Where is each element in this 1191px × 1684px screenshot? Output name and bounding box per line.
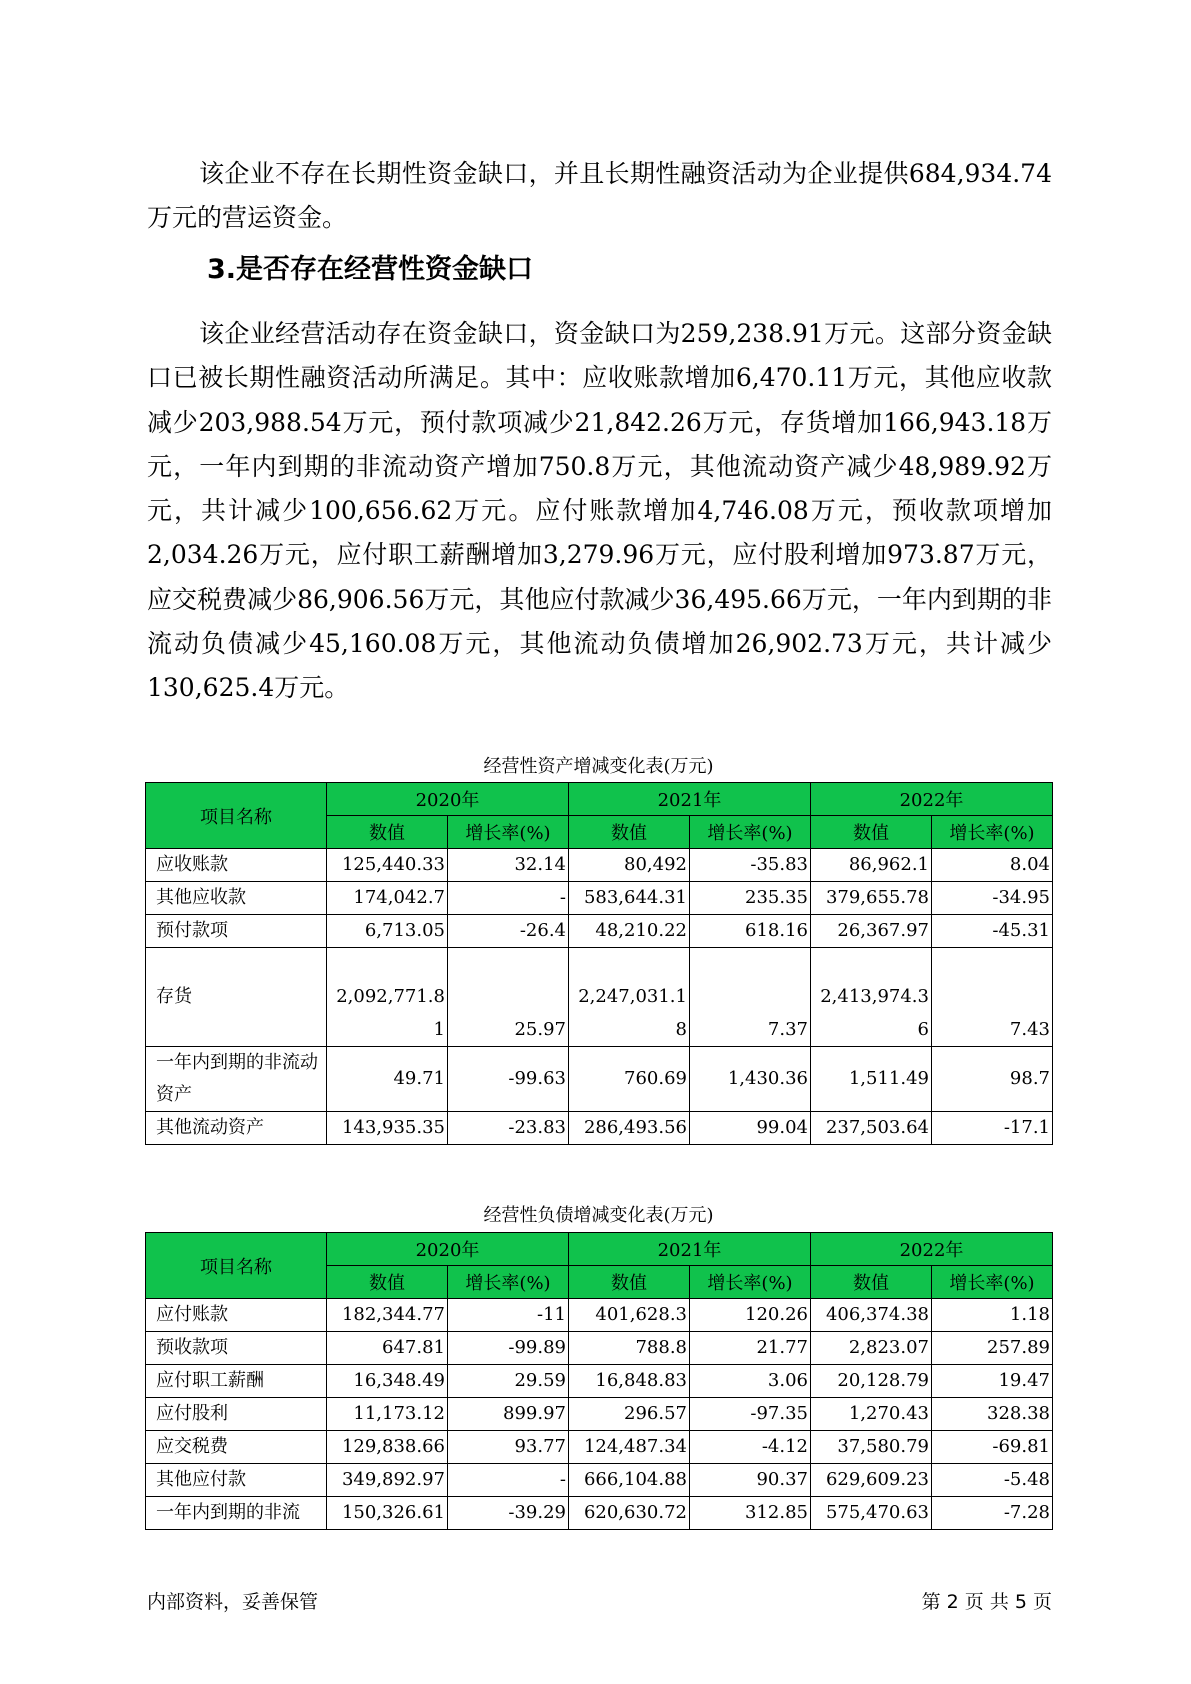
cell-value: 1,270.43 <box>811 1398 932 1431</box>
cell-value: 2,092,771.81 <box>327 948 448 1047</box>
cell-growth: -35.83 <box>690 849 811 882</box>
cell-growth: 99.04 <box>690 1112 811 1145</box>
header-row-years <box>146 783 1053 816</box>
table-row <box>146 849 1053 882</box>
cell-growth: 257.89 <box>932 1332 1053 1365</box>
header-growth: 增长率(%) <box>448 816 569 849</box>
row-name: 预收款项 <box>146 1332 327 1365</box>
cell-value: 174,042.7 <box>327 882 448 915</box>
table-row <box>146 1464 1053 1497</box>
cell-growth: 7.37 <box>690 948 811 1047</box>
row-name: 预付款项 <box>146 915 327 948</box>
cell-value: 406,374.38 <box>811 1299 932 1332</box>
operating-assets-table <box>145 782 1053 1145</box>
cell-value: 349,892.97 <box>327 1464 448 1497</box>
table-row <box>146 915 1053 948</box>
cell-value: 26,367.97 <box>811 915 932 948</box>
cell-growth: -7.28 <box>932 1497 1053 1530</box>
cell-value: 788.8 <box>569 1332 690 1365</box>
cell-value: 16,848.83 <box>569 1365 690 1398</box>
header-row-years <box>146 1233 1053 1266</box>
table-row <box>146 1299 1053 1332</box>
cell-value: 296.57 <box>569 1398 690 1431</box>
row-name: 其他流动资产 <box>146 1112 327 1145</box>
header-value: 数值 <box>569 816 690 849</box>
row-name: 其他应付款 <box>146 1464 327 1497</box>
cell-value: 11,173.12 <box>327 1398 448 1431</box>
cell-value: 620,630.72 <box>569 1497 690 1530</box>
cell-growth: 899.97 <box>448 1398 569 1431</box>
operating-liabilities-table <box>145 1232 1053 1530</box>
cell-growth: 90.37 <box>690 1464 811 1497</box>
cell-value: 20,128.79 <box>811 1365 932 1398</box>
section-heading: 3.是否存在经营性资金缺口 <box>207 254 534 285</box>
header-year: 2020年 <box>327 783 569 816</box>
header-growth: 增长率(%) <box>690 1266 811 1299</box>
table-row <box>146 1365 1053 1398</box>
cell-growth: -69.81 <box>932 1431 1053 1464</box>
table-row <box>146 1431 1053 1464</box>
assets-table-caption: 经营性资产增减变化表(万元) <box>483 756 714 777</box>
cell-value: 379,655.78 <box>811 882 932 915</box>
cell-growth: 32.14 <box>448 849 569 882</box>
table-row <box>146 948 1053 1047</box>
cell-value: 37,580.79 <box>811 1431 932 1464</box>
cell-growth: 235.35 <box>690 882 811 915</box>
header-growth: 增长率(%) <box>690 816 811 849</box>
header-year: 2020年 <box>327 1233 569 1266</box>
row-name: 应交税费 <box>146 1431 327 1464</box>
cell-value: 237,503.64 <box>811 1112 932 1145</box>
cell-value: 2,413,974.36 <box>811 948 932 1047</box>
cell-value: 1,511.49 <box>811 1047 932 1112</box>
cell-growth: 328.38 <box>932 1398 1053 1431</box>
header-item-name: 项目名称 <box>146 783 327 849</box>
cell-value: 48,210.22 <box>569 915 690 948</box>
cell-value: 129,838.66 <box>327 1431 448 1464</box>
cell-value: 647.81 <box>327 1332 448 1365</box>
cell-value: 2,247,031.18 <box>569 948 690 1047</box>
table-row <box>146 1332 1053 1365</box>
cell-value: 150,326.61 <box>327 1497 448 1530</box>
cell-growth: -34.95 <box>932 882 1053 915</box>
cell-value: 2,823.07 <box>811 1332 932 1365</box>
cell-growth: 1.18 <box>932 1299 1053 1332</box>
paragraph-long-term-funding: 该企业不存在长期性资金缺口，并且长期性融资活动为企业提供684,934.74万元的营运资金。 <box>147 159 1052 233</box>
row-name: 存货 <box>146 948 327 1047</box>
header-year: 2021年 <box>569 783 811 816</box>
cell-growth: 93.77 <box>448 1431 569 1464</box>
cell-value: 80,492 <box>569 849 690 882</box>
table-row <box>146 1497 1053 1530</box>
header-growth: 增长率(%) <box>932 816 1053 849</box>
cell-growth: -99.63 <box>448 1047 569 1112</box>
cell-value: 125,440.33 <box>327 849 448 882</box>
cell-value: 629,609.23 <box>811 1464 932 1497</box>
row-name: 一年内到期的非流动资产 <box>146 1047 327 1112</box>
cell-growth: -4.12 <box>690 1431 811 1464</box>
cell-growth: -5.48 <box>932 1464 1053 1497</box>
cell-value: 16,348.49 <box>327 1365 448 1398</box>
cell-growth: -23.83 <box>448 1112 569 1145</box>
header-year: 2021年 <box>569 1233 811 1266</box>
cell-growth: 3.06 <box>690 1365 811 1398</box>
header-value: 数值 <box>811 1266 932 1299</box>
cell-growth: 7.43 <box>932 948 1053 1047</box>
cell-growth: 21.77 <box>690 1332 811 1365</box>
header-year: 2022年 <box>811 1233 1053 1266</box>
header-year: 2022年 <box>811 783 1053 816</box>
cell-growth: 1,430.36 <box>690 1047 811 1112</box>
cell-growth: 29.59 <box>448 1365 569 1398</box>
header-growth: 增长率(%) <box>932 1266 1053 1299</box>
cell-value: 583,644.31 <box>569 882 690 915</box>
cell-value: 401,628.3 <box>569 1299 690 1332</box>
cell-growth: -45.31 <box>932 915 1053 948</box>
table-row <box>146 882 1053 915</box>
cell-growth: -39.29 <box>448 1497 569 1530</box>
row-name: 其他应收款 <box>146 882 327 915</box>
header-value: 数值 <box>327 816 448 849</box>
cell-growth: 120.26 <box>690 1299 811 1332</box>
cell-value: 124,487.34 <box>569 1431 690 1464</box>
header-value: 数值 <box>811 816 932 849</box>
cell-growth: 25.97 <box>448 948 569 1047</box>
row-name: 应收账款 <box>146 849 327 882</box>
cell-growth: -99.89 <box>448 1332 569 1365</box>
cell-value: 49.71 <box>327 1047 448 1112</box>
cell-growth: -26.4 <box>448 915 569 948</box>
cell-growth: 19.47 <box>932 1365 1053 1398</box>
cell-growth: 98.7 <box>932 1047 1053 1112</box>
cell-growth: -97.35 <box>690 1398 811 1431</box>
cell-growth: -17.1 <box>932 1112 1053 1145</box>
row-name: 应付职工薪酬 <box>146 1365 327 1398</box>
cell-value: 286,493.56 <box>569 1112 690 1145</box>
cell-value: 182,344.77 <box>327 1299 448 1332</box>
header-growth: 增长率(%) <box>448 1266 569 1299</box>
cell-growth: 618.16 <box>690 915 811 948</box>
cell-growth: 312.85 <box>690 1497 811 1530</box>
header-item-name: 项目名称 <box>146 1233 327 1299</box>
cell-value: 6,713.05 <box>327 915 448 948</box>
row-name: 应付股利 <box>146 1398 327 1431</box>
cell-value: 143,935.35 <box>327 1112 448 1145</box>
cell-value: 666,104.88 <box>569 1464 690 1497</box>
cell-growth: - <box>448 1464 569 1497</box>
table-row <box>146 1112 1053 1145</box>
table-row <box>146 1047 1053 1112</box>
row-name: 应付账款 <box>146 1299 327 1332</box>
header-value: 数值 <box>327 1266 448 1299</box>
footer-confidential-note: 内部资料，妥善保管 <box>147 1591 319 1613</box>
cell-value: 86,962.1 <box>811 849 932 882</box>
header-value: 数值 <box>569 1266 690 1299</box>
footer-page-number: 第 2 页 共 5 页 <box>921 1591 1052 1613</box>
paragraph-operating-gap: 该企业经营活动存在资金缺口，资金缺口为259,238.91万元。这部分资金缺口已被长期性融资活动所满足。其中：应收账款增加6,470.11万元，其他应收款减少203,988.54万元，预付款项减少21,842.26万元，存货增加166,943.18万元，一年内到期的非流动资产增加750.8万元，其他流动资产减少48,989.92万元，共计减少100,656.62万元。应付账款增加4,746.08万元，预收款项增加2,034.26万元，应付职工薪酬增加3,279.96万元，应付股利增加973.87万元，应交税费减少86,906.56万元，其他应付款减少36,495.66万元，一年内到期的非流动负债减少45,160.08万元，其他流动负债增加26,902.73万元，共计减少130,625.4万元。 <box>147 319 1052 703</box>
table-row <box>146 1398 1053 1431</box>
liabilities-table-caption: 经营性负债增减变化表(万元) <box>483 1205 714 1226</box>
cell-value: 760.69 <box>569 1047 690 1112</box>
cell-growth: 8.04 <box>932 849 1053 882</box>
cell-growth: -11 <box>448 1299 569 1332</box>
row-name: 一年内到期的非流 <box>146 1497 327 1530</box>
cell-value: 575,470.63 <box>811 1497 932 1530</box>
cell-growth: - <box>448 882 569 915</box>
